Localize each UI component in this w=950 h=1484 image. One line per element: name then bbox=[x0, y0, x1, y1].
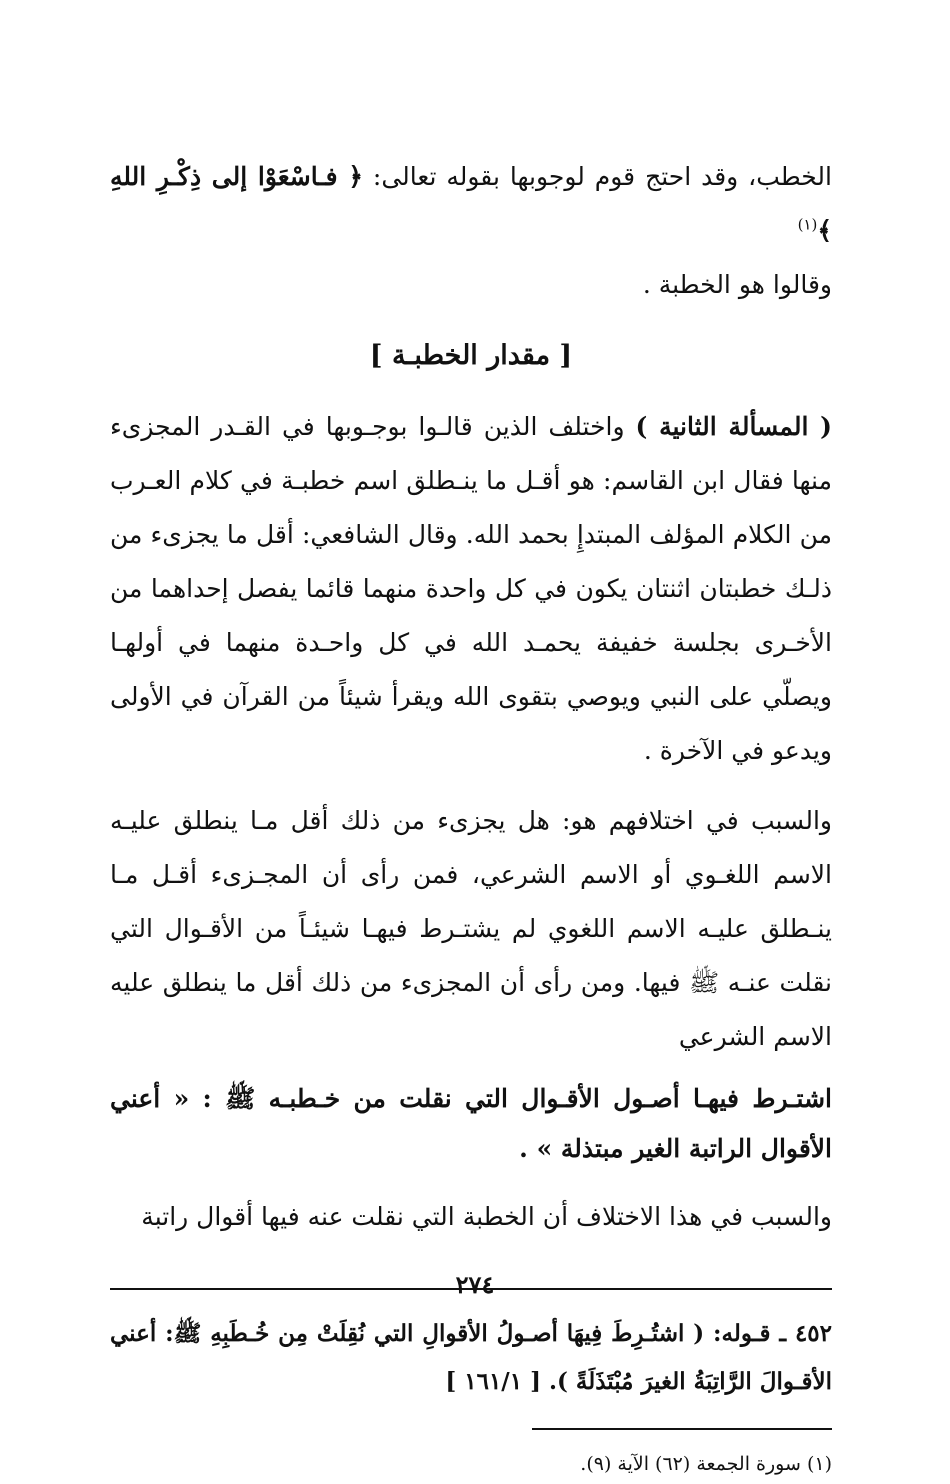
paragraph-2 bbox=[110, 400, 832, 778]
paragraph-4: والسبب في هذا الاختلاف أن الخطبة التي نقلت عنه فيها أقوال راتبة bbox=[141, 1202, 832, 1231]
quran-verse: ﴿ فـاسْعَوْا إلى ذِكْـرِ اللهِ ﴾ bbox=[110, 162, 832, 245]
footnote-divider bbox=[532, 1428, 832, 1430]
paragraph-1-line-2: وقالوا هو الخطبة . bbox=[642, 270, 832, 299]
note-452: ٤٥٢ ـ قـوله: ( اشتُـرِطَ فِيهَا أصـولُ الأقوالِ التي نُقِلَتْ مِن خُـطَبِهِ ﷺ: أعني الأقـوالَ الرَّاتِبَةُ الغيرَ مُبْتَذَلَةً ). [ ١٦١/١ ] bbox=[110, 1320, 832, 1395]
commentary-quote: اشتـرط فيهـا أصـول الأقـوال التي نقلت من خـطبـه ﷺ : « أعني الأقوال الراتبة الغير مبتذلة » . bbox=[110, 1084, 832, 1163]
footnote-ref-1[interactable]: (١) bbox=[797, 215, 818, 234]
paragraph-1-text: الخطب، وقد احتج قوم لوجوبها بقوله تعالى: bbox=[362, 162, 832, 191]
paragraph-2-text: واختلف الذين قالـوا بوجـوبها في القـدر المجزىء منها فقال ابن القاسم: هو أقـل ما ينـطلق اسم خطبـة في كلام العـرب من الكلام المؤلف المبتدإِ بحمد الله. وقال الشافعي: أقل ما يجزىء من ذلـك خطبتان اثنتان يكون في كل واحدة منهما قائما يفصل إحداهما من الأخـرى بجلسة خفيفة يحمـد الله في كل واحـدة منهما في أولهـا ويصلّي على النبي ويوصي بتقوى الله ويقرأ شيئاً من القرآن في الأولى ويدعو في الآخرة . bbox=[110, 412, 832, 765]
section-heading: [ مقدار الخطبـة ] bbox=[369, 340, 573, 371]
paragraph-1 bbox=[110, 150, 832, 312]
issue-label: ( المسألة الثانية ) bbox=[635, 412, 833, 441]
paragraph-3: والسبب في اختلافهم هو: هل يجزىء من ذلك أقل مـا ينطلق عليـه الاسم اللغـوي أو الاسم الشرعي، فمن رأى أن المجـزىء أقـل مـا ينـطلق عليـه الاسم اللغوي لم يشتـرط فيهـا شيئـاً من الأقـوال التي نقلت عنـه ﷺ فيها. ومن رأى أن المجزىء من ذلك أقل ما ينطلق عليه الاسم الشرعي bbox=[110, 806, 832, 1051]
page-number: ٢٧٤ bbox=[455, 1270, 495, 1299]
footnote-1: (١) سورة الجمعة (٦٢) الآية (٩). bbox=[580, 1453, 832, 1475]
